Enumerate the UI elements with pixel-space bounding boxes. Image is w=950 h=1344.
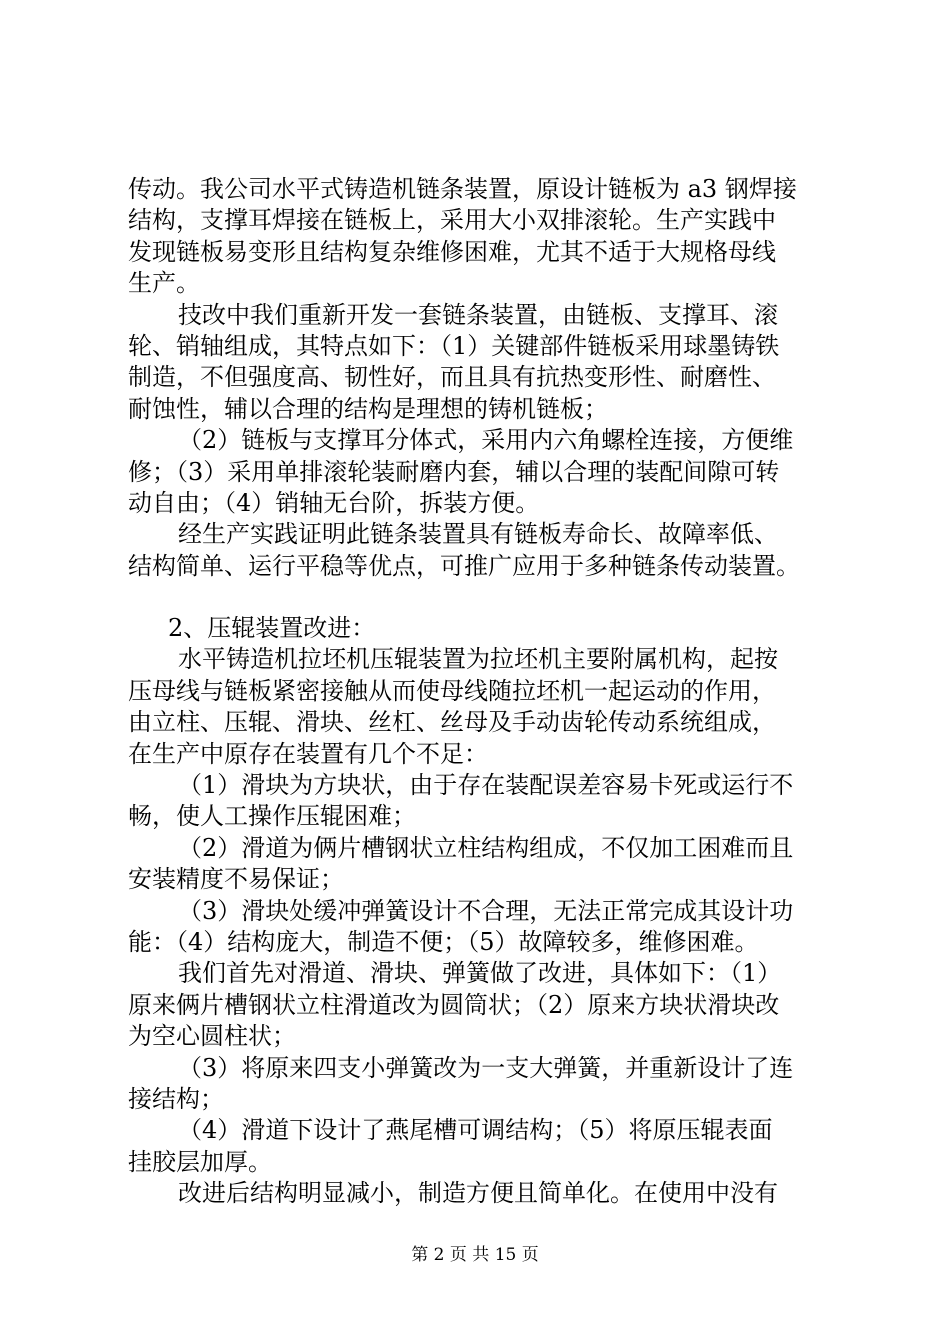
text-line: 改进后结构明显减小，制造方便且简单化。在使用中没有 <box>178 1179 778 1208</box>
text-line: 经生产实践证明此链条装置具有链板寿命长、故障率低、 <box>178 520 778 549</box>
text-line: 耐蚀性，辅以合理的结构是理想的铸机链板； <box>128 394 608 423</box>
text-line: 制造，不但强度高、韧性好，而且具有抗热变形性、耐磨性、 <box>128 363 776 392</box>
text-line: 生产。 <box>128 269 200 298</box>
text-line: 轮、销轴组成，其特点如下：（1）关键部件链板采用球墨铸铁 <box>128 331 780 360</box>
text-line: 安装精度不易保证； <box>128 865 344 894</box>
text-line: 能：（4）结构庞大，制造不便；（5）故障较多，维修困难。 <box>128 927 759 956</box>
text-line: 传动。我公司水平式铸造机链条装置，原设计链板为 a3 钢焊接 <box>128 175 797 203</box>
text-line: 原来俩片槽钢状立柱滑道改为圆筒状；（2）原来方块状滑块改 <box>128 990 780 1019</box>
text-line: 压母线与链板紧密接触从而使母线随拉坯机一起运动的作用， <box>128 676 776 705</box>
page-number-footer: 第 2 页 共 15 页 <box>411 1245 539 1265</box>
text-line: 挂胶层加厚。 <box>128 1147 272 1176</box>
text-line: 畅，使人工操作压辊困难； <box>128 802 416 831</box>
text-line: 我们首先对滑道、滑块、弹簧做了改进，具体如下：（1） <box>178 959 782 988</box>
text-line: 发现链板易变形且结构复杂维修困难，尤其不适于大规格母线 <box>128 237 776 266</box>
text-line: （2）滑道为俩片槽钢状立柱结构组成，不仅加工困难而且 <box>178 833 794 862</box>
text-line: 为空心圆柱状； <box>128 1022 296 1051</box>
text-line: （2）链板与支撑耳分体式，采用内六角螺栓连接，方便维 <box>178 426 794 455</box>
text-line: （3）滑块处缓冲弹簧设计不合理，无法正常完成其设计功 <box>178 896 794 925</box>
text-line: 由立柱、压辊、滑块、丝杠、丝母及手动齿轮传动系统组成， <box>128 708 776 737</box>
text-line: （4）滑道下设计了燕尾槽可调结构；（5）将原压辊表面 <box>178 1116 773 1145</box>
text-line: 接结构； <box>128 1084 224 1113</box>
text-line: 动自由；（4）销轴无台阶，拆装方便。 <box>128 488 540 517</box>
text-line: 技改中我们重新开发一套链条装置，由链板、支撑耳、滚 <box>178 300 778 329</box>
text-line: 结构简单、运行平稳等优点，可推广应用于多种链条传动装置。 <box>128 551 800 580</box>
text-line: （1）滑块为方块状，由于存在装配误差容易卡死或运行不 <box>178 771 794 800</box>
text-line: （3）将原来四支小弹簧改为一支大弹簧，并重新设计了连 <box>178 1053 794 1082</box>
text-line: 在生产中原存在装置有几个不足： <box>128 739 488 768</box>
text-line: 结构，支撑耳焊接在链板上，采用大小双排滚轮。生产实践中 <box>128 206 776 235</box>
paragraph-gap <box>128 582 838 613</box>
document-body <box>128 174 838 1210</box>
text-line: 水平铸造机拉坯机压辊装置为拉坯机主要附属机构，起按 <box>178 645 778 674</box>
section-heading: 2、压辊装置改进： <box>168 614 376 643</box>
text-line: 修；（3）采用单排滚轮装耐磨内套，辅以合理的装配间隙可转 <box>128 457 780 486</box>
